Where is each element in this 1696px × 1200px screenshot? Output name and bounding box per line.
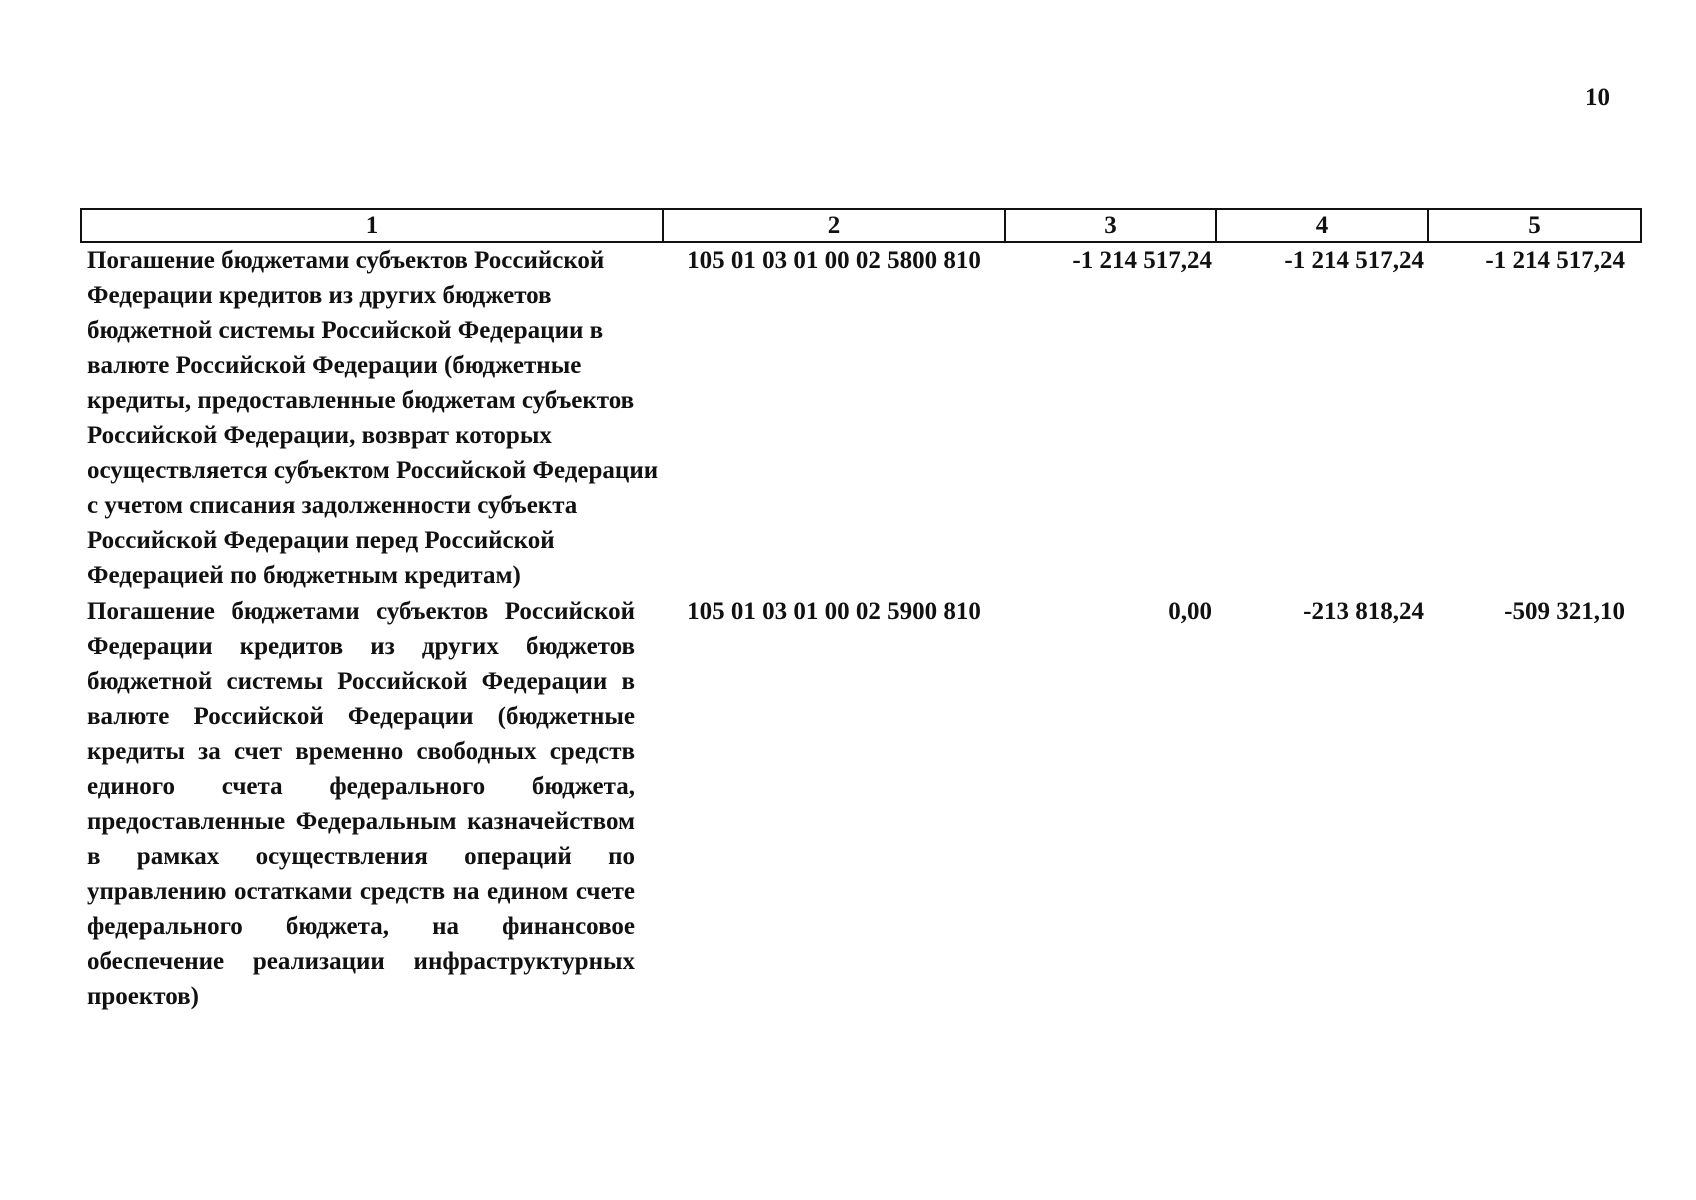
row-name: Погашение бюджетами субъектов Российской Федерации кредитов из других бюджетов бюджетной системы Российской Федерации в валюте Российской Федерации (бюджетные кредиты, предоставленные бюджетам субъектов Российской Федерации, возврат которых осуществляется субъектом Российской Федерации с учетом списания задолженности субъекта Российской Федерации перед Российской Федерацией по бюджетным кредитам) (87, 247, 659, 589)
row-value-col4: -213 818,24 (1303, 598, 1424, 625)
row-value-col3: 0,00 (1168, 598, 1212, 625)
column-header-5: 5 (1428, 209, 1641, 242)
column-header-1: 1 (81, 209, 663, 242)
row-code: 105 01 03 01 00 02 5900 810 (687, 598, 981, 625)
row-name: Погашение бюджетами субъектов Российской Федерации кредитов из других бюджетов бюджетной системы Российской Федерации в валюте Российской Федерации (бюджетные кредиты за счет временно свободных средств единого счета федерального бюджета, предоставленные Федеральным казначейством в рамках осуществления операций по управлению остатками средств на едином счете федерального бюджета, на финансовое обеспечение реализации инфраструктурных проектов) (87, 598, 635, 1010)
column-header-4: 4 (1216, 209, 1428, 242)
row-code: 105 01 03 01 00 02 5800 810 (687, 247, 981, 274)
row-value-col5: -509 321,10 (1504, 598, 1625, 625)
table-row (81, 593, 1641, 1014)
column-header-2: 2 (663, 209, 1005, 242)
row-value-col4: -1 214 517,24 (1284, 247, 1424, 274)
row-value-col3: -1 214 517,24 (1072, 247, 1212, 274)
row-value-col5: -1 214 517,24 (1485, 247, 1625, 274)
column-header-3: 3 (1005, 209, 1216, 242)
column-number-header-row (81, 209, 1641, 242)
table-row (81, 242, 1641, 593)
budget-sources-table (80, 208, 1642, 1014)
page-number: 10 (1585, 84, 1610, 111)
